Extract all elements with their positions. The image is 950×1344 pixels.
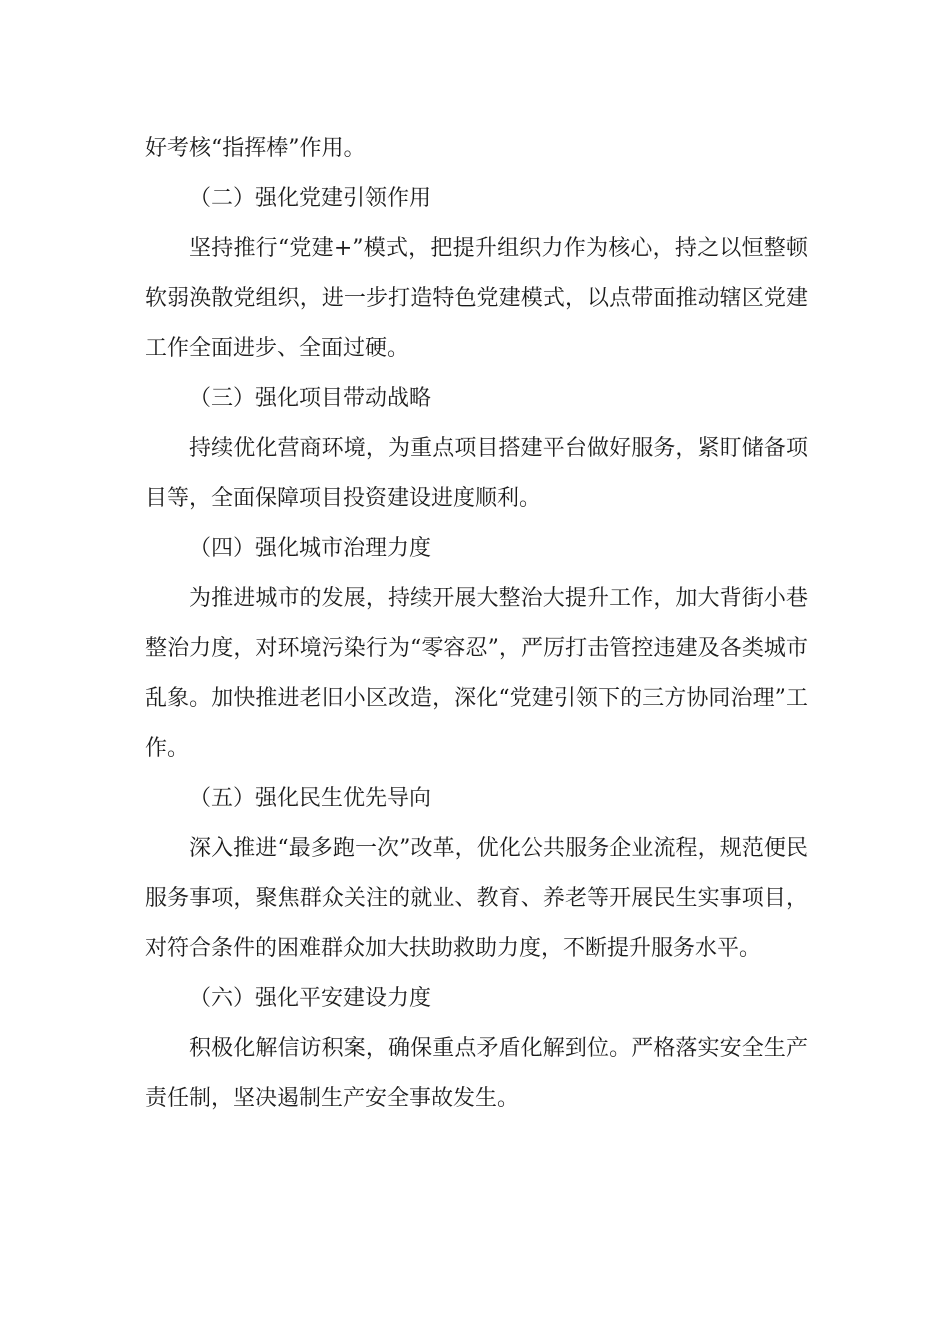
section-heading-5: （五）强化民生优先导向	[189, 786, 432, 811]
section-body-3: 持续优化营商环境，为重点项目搭建平台做好服务，紧盯储备项目等，全面保障项目投资建设进度顺利。	[145, 436, 808, 511]
document-body	[145, 124, 808, 1124]
section-body-6: 积极化解信访积案，确保重点矛盾化解到位。严格落实安全生产责任制，坚决遏制生产安全事故发生。	[145, 1036, 808, 1111]
section-heading-4: （四）强化城市治理力度	[189, 536, 432, 561]
section-heading-2: （二）强化党建引领作用	[189, 186, 432, 211]
section-body-2: 坚持推行“党建+”模式，把提升组织力作为核心，持之以恒整顿软弱涣散党组织，进一步打造特色党建模式，以点带面推动辖区党建工作全面进步、全面过硬。	[145, 236, 808, 361]
section-heading-3: （三）强化项目带动战略	[189, 386, 432, 411]
section-body-5: 深入推进“最多跑一次”改革，优化公共服务企业流程，规范便民服务事项，聚焦群众关注的就业、教育、养老等开展民生实事项目，对符合条件的困难群众加大扶助救助力度，不断提升服务水平。	[145, 836, 808, 961]
section-heading-6: （六）强化平安建设力度	[189, 986, 432, 1011]
section-body-4: 为推进城市的发展，持续开展大整治大提升工作，加大背街小巷整治力度，对环境污染行为“零容忍”，严厉打击管控违建及各类城市乱象。加快推进老旧小区改造，深化“党建引领下的三方协同治理”工作。	[145, 586, 808, 761]
paragraph-continued: 好考核“指挥棒”作用。	[145, 136, 366, 161]
